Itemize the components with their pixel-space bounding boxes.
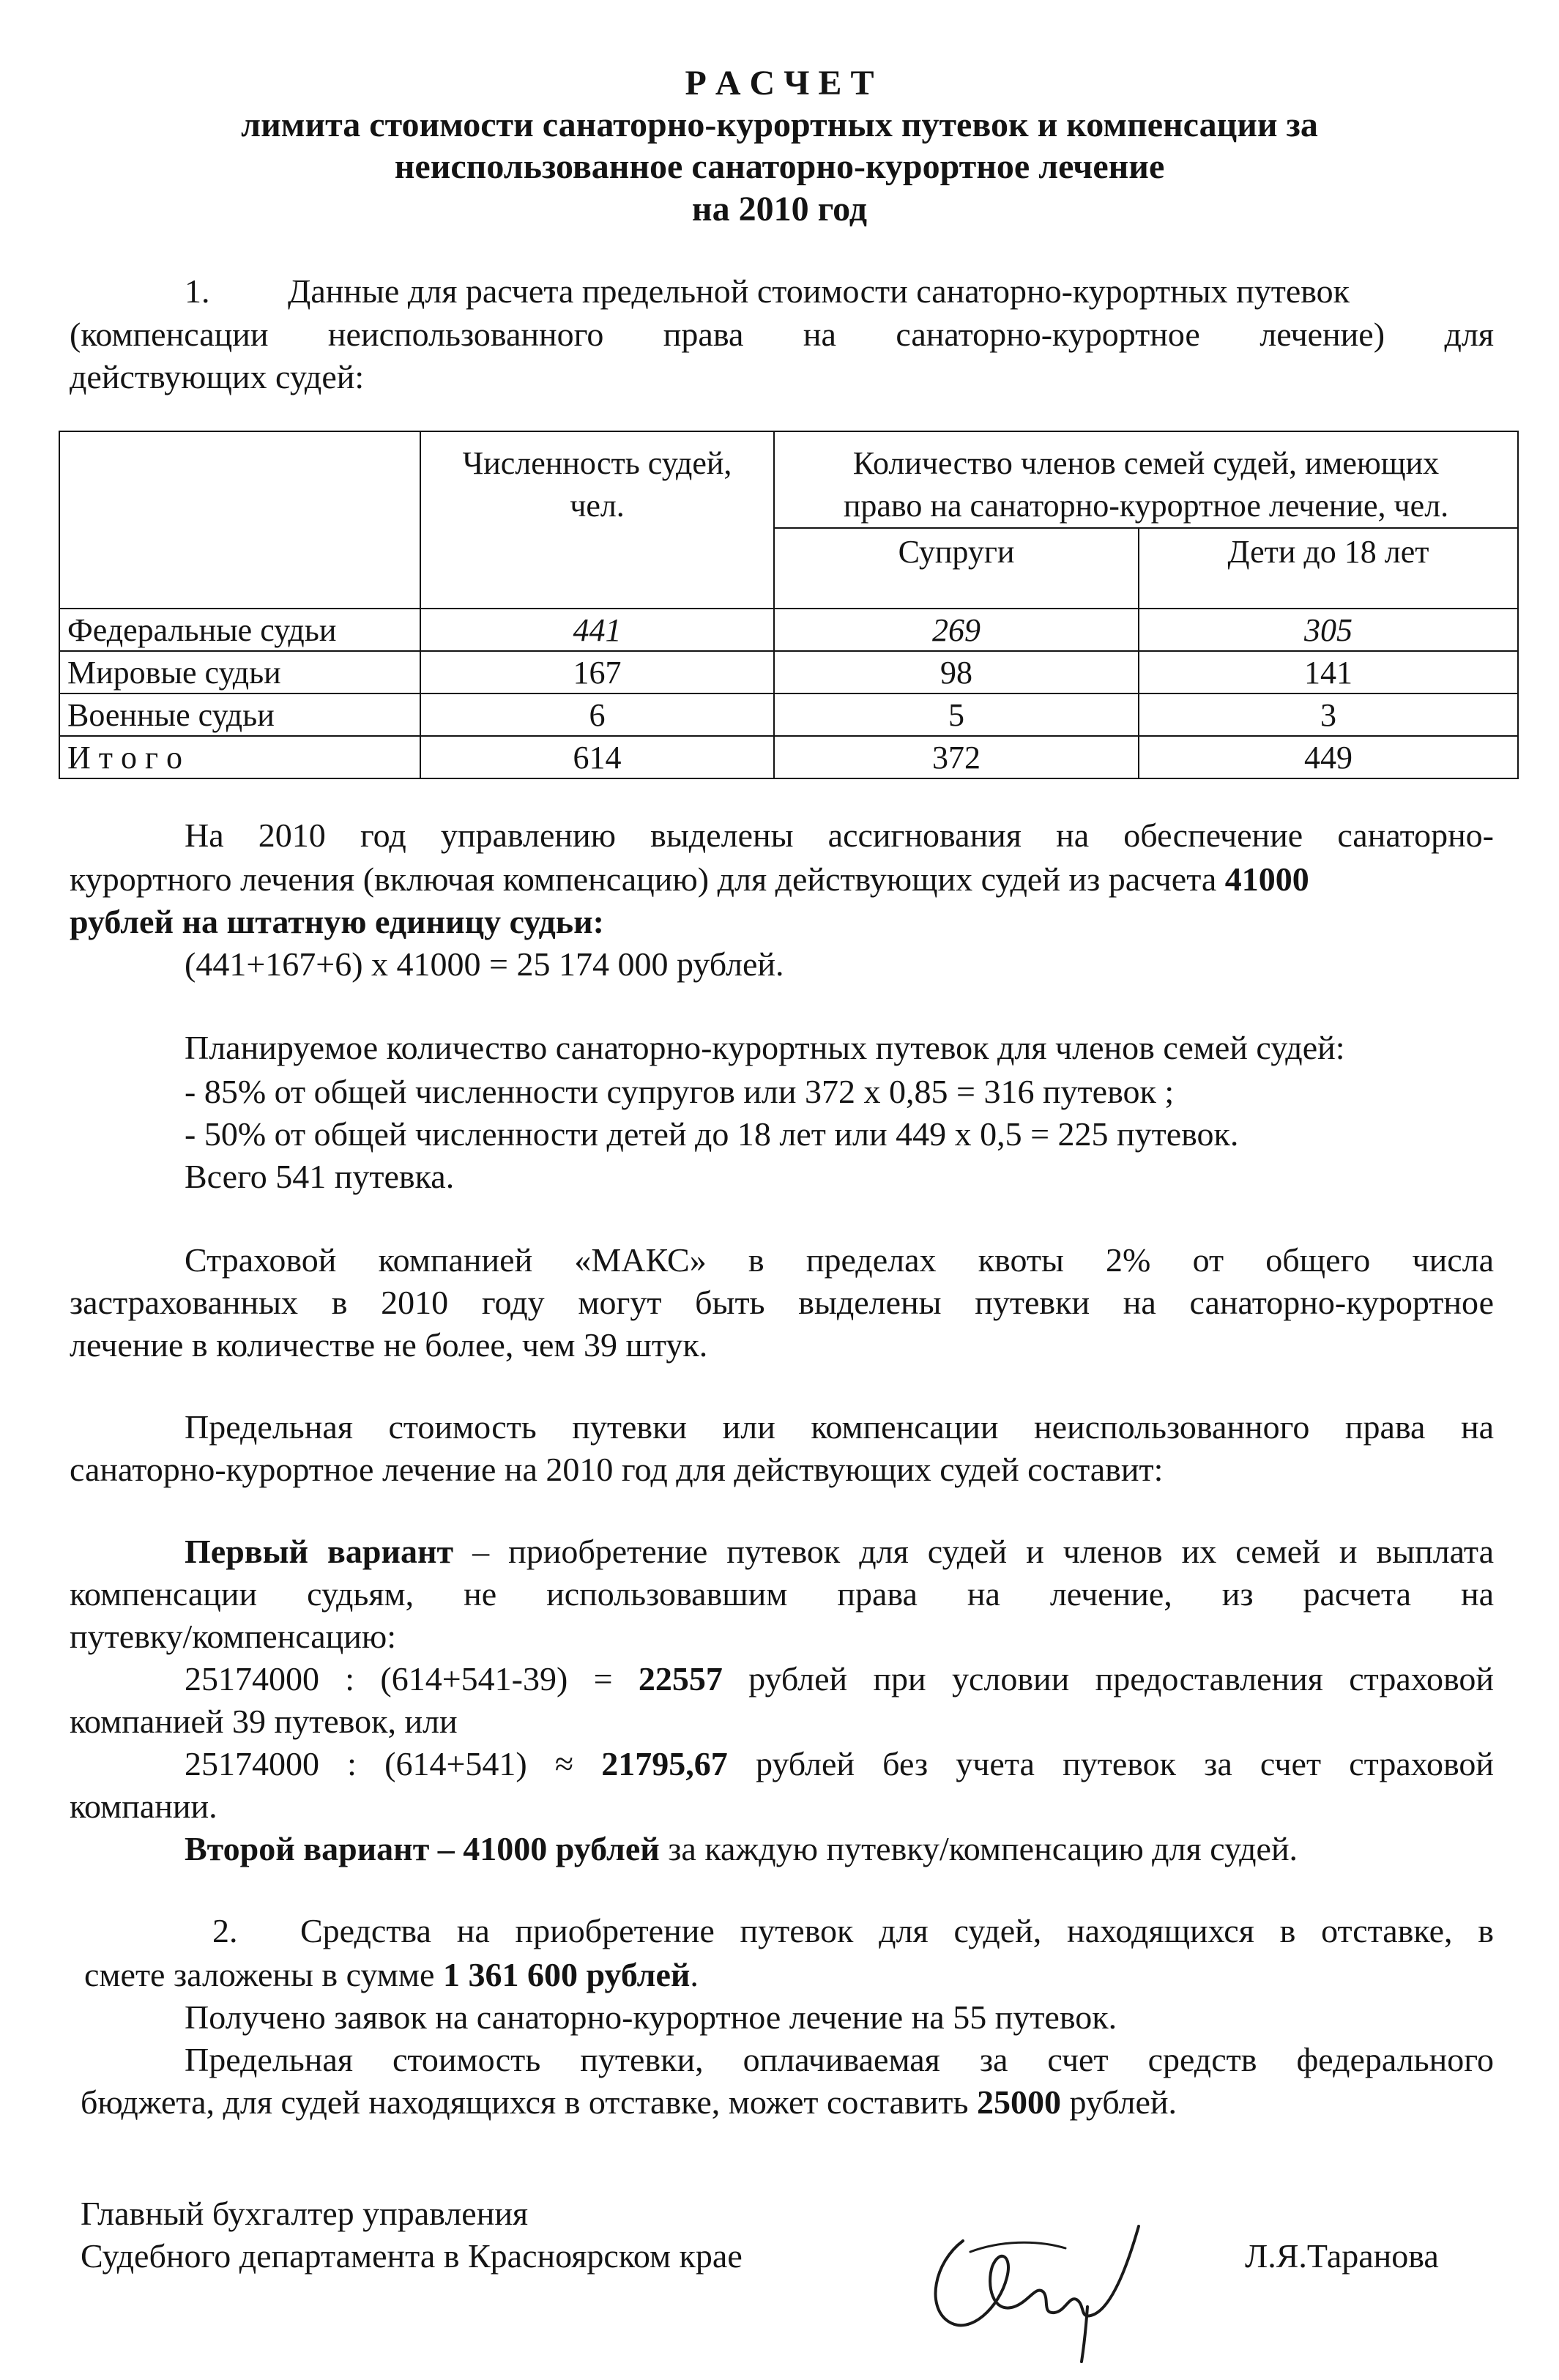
section2-line5-text: бюджета, для судей находящихся в отставке, может составить [81,2083,977,2121]
calc2-formula: 25174000 : (614+541) ≈ [185,1745,602,1782]
section2-limit-amount: 25000 [976,2083,1061,2121]
row-name: И т о г о [59,736,420,778]
section2-line3: Получено заявок на санаторно-курортное лечение на 55 путевок. [185,1998,1117,2036]
row-name: Военные судьи [59,693,420,736]
row-count: 167 [420,651,774,693]
header-family-line2: право на санаторно-курортное лечение, чел. [843,488,1449,524]
section2-line2-end: . [690,1956,699,1993]
document-subtitle-line1: лимита стоимости санаторно-курортных путевок и компенсации за [241,105,1318,144]
insurance-line3: лечение в количестве не более, чем 39 штук. [70,1326,708,1364]
section2-line2-text: смете заложены в сумме [84,1956,443,1993]
header-judges-count-line2: чел. [570,488,625,524]
row-children: 141 [1139,651,1518,693]
section2-line5 [81,2083,1177,2121]
row-children: 449 [1139,736,1518,778]
insurance-line2: застрахованных в 2010 году могут быть выделены путевки на санаторно-курортное [70,1284,1494,1321]
header-family-members [774,431,1518,528]
calc2-text: рублей без учета путевок за счет страховой [727,1745,1495,1782]
insurance-line1: Страховой компанией «МАКС» в пределах квоты 2% от общего числа [185,1241,1494,1279]
section2-line2 [84,1958,699,1992]
calc1-formula: 25174000 : (614+541-39) = [185,1660,639,1697]
header-judges-count-line1: Численность судей, [462,445,732,481]
row-spouses: 5 [774,693,1139,736]
row-count: 6 [420,693,774,736]
handwritten-signature [919,2197,1161,2373]
variant1-calc2 [185,1747,1494,1781]
planned-line2: - 85% от общей численности супругов или 372 х 0,85 = 316 путевок ; [185,1073,1175,1110]
planned-line3: - 50% от общей численности детей до 18 лет или 449 х 0,5 = 225 путевок. [185,1115,1239,1153]
section2-line1: Средства на приобретение путевок для судей, находящихся в отставке, в [300,1912,1494,1949]
row-children: 305 [1139,609,1518,651]
limit-line1: Предельная стоимость путевки или компенсации неиспользованного права на [185,1408,1494,1446]
table-row [59,736,1518,778]
variant2-label: Второй вариант – 41000 рублей [185,1830,660,1867]
variant1-line2: компенсации судьям, не использовавшим права на лечение, из расчета на [70,1575,1494,1613]
variant1-line3: путевку/компенсацию: [70,1618,397,1655]
planned-line4: Всего 541 путевка. [185,1158,455,1195]
section1-number: 1. [185,272,210,310]
variant2-text: за каждую путевку/компенсацию для судей. [659,1830,1298,1867]
variant2-line [185,1832,1298,1866]
row-spouses: 372 [774,736,1139,778]
section2-amount: 1 361 600 рублей [442,1956,691,1993]
row-name: Федеральные судьи [59,609,420,651]
variant1-calc2-line2: компании. [70,1788,217,1825]
signatory-name: Л.Я.Таранова [1245,2237,1439,2275]
planned-line1: Планируемое количество санаторно-курортных путевок для членов семей судей: [185,1029,1345,1066]
signatory-position-line2: Судебного департамента в Красноярском крае [81,2237,743,2275]
row-spouses: 98 [774,651,1139,693]
document-subtitle-line2: неиспользованное санаторно-курортное лечение [394,147,1165,186]
calc1-text: рублей при условии предоставления страховой [722,1660,1495,1697]
row-count: 441 [420,609,774,651]
table-row [59,693,1518,736]
funding-line2-text: курортного лечения (включая компенсацию) для действующих судей из расчета [70,860,1225,898]
funding-line1: На 2010 год управлению выделены ассигнования на обеспечение санаторно- [185,817,1494,854]
variant1-calc1 [185,1662,1494,1696]
table-row [59,609,1518,651]
section2-line4: Предельная стоимость путевки, оплачиваемая за счет средств федерального [185,2041,1494,2078]
judges-table [59,431,1519,779]
variant1-line1 [185,1535,1494,1569]
row-spouses: 269 [774,609,1139,651]
header-children: Дети до 18 лет [1139,528,1518,609]
row-name: Мировые судьи [59,651,420,693]
section1-intro-line3: действующих судей: [70,358,365,395]
calc2-result: 21795,67 [601,1745,728,1782]
header-judges-count [420,431,774,609]
section1-intro-line2: (компенсации неиспользованного права на санаторно-курортное лечение) для [70,316,1494,353]
signatory-position-line1: Главный бухгалтер управления [81,2195,529,2232]
funding-rate: 41000 [1224,860,1309,898]
section1-intro-line1: Данные для расчета предельной стоимости санаторно-курортных путевок [288,272,1350,310]
calc1-result: 22557 [638,1660,723,1697]
section2-number: 2. [212,1912,238,1949]
variant1-calc1-line2: компанией 39 путевок, или [70,1703,458,1740]
funding-formula: (441+167+6) х 41000 = 25 174 000 рублей. [185,945,784,983]
table-corner-cell [59,431,420,609]
header-family-line1: Количество членов семей судей, имеющих [852,445,1440,481]
variant1-line1-text: – приобретение путевок для судей и членов их семей и выплата [453,1533,1494,1570]
funding-line3: рублей на штатную единицу судьи: [70,903,604,940]
row-children: 3 [1139,693,1518,736]
row-count: 614 [420,736,774,778]
header-spouses: Супруги [774,528,1139,609]
limit-line2: санаторно-курортное лечение на 2010 год для действующих судей составит: [70,1451,1164,1488]
table-row [59,651,1518,693]
document-title: Р А С Ч Е Т [685,64,874,103]
variant1-label: Первый вариант [185,1533,454,1570]
document-subtitle-line3: на 2010 год [691,190,868,228]
section2-line5-end: рублей. [1060,2083,1177,2121]
funding-line2 [70,860,1309,898]
